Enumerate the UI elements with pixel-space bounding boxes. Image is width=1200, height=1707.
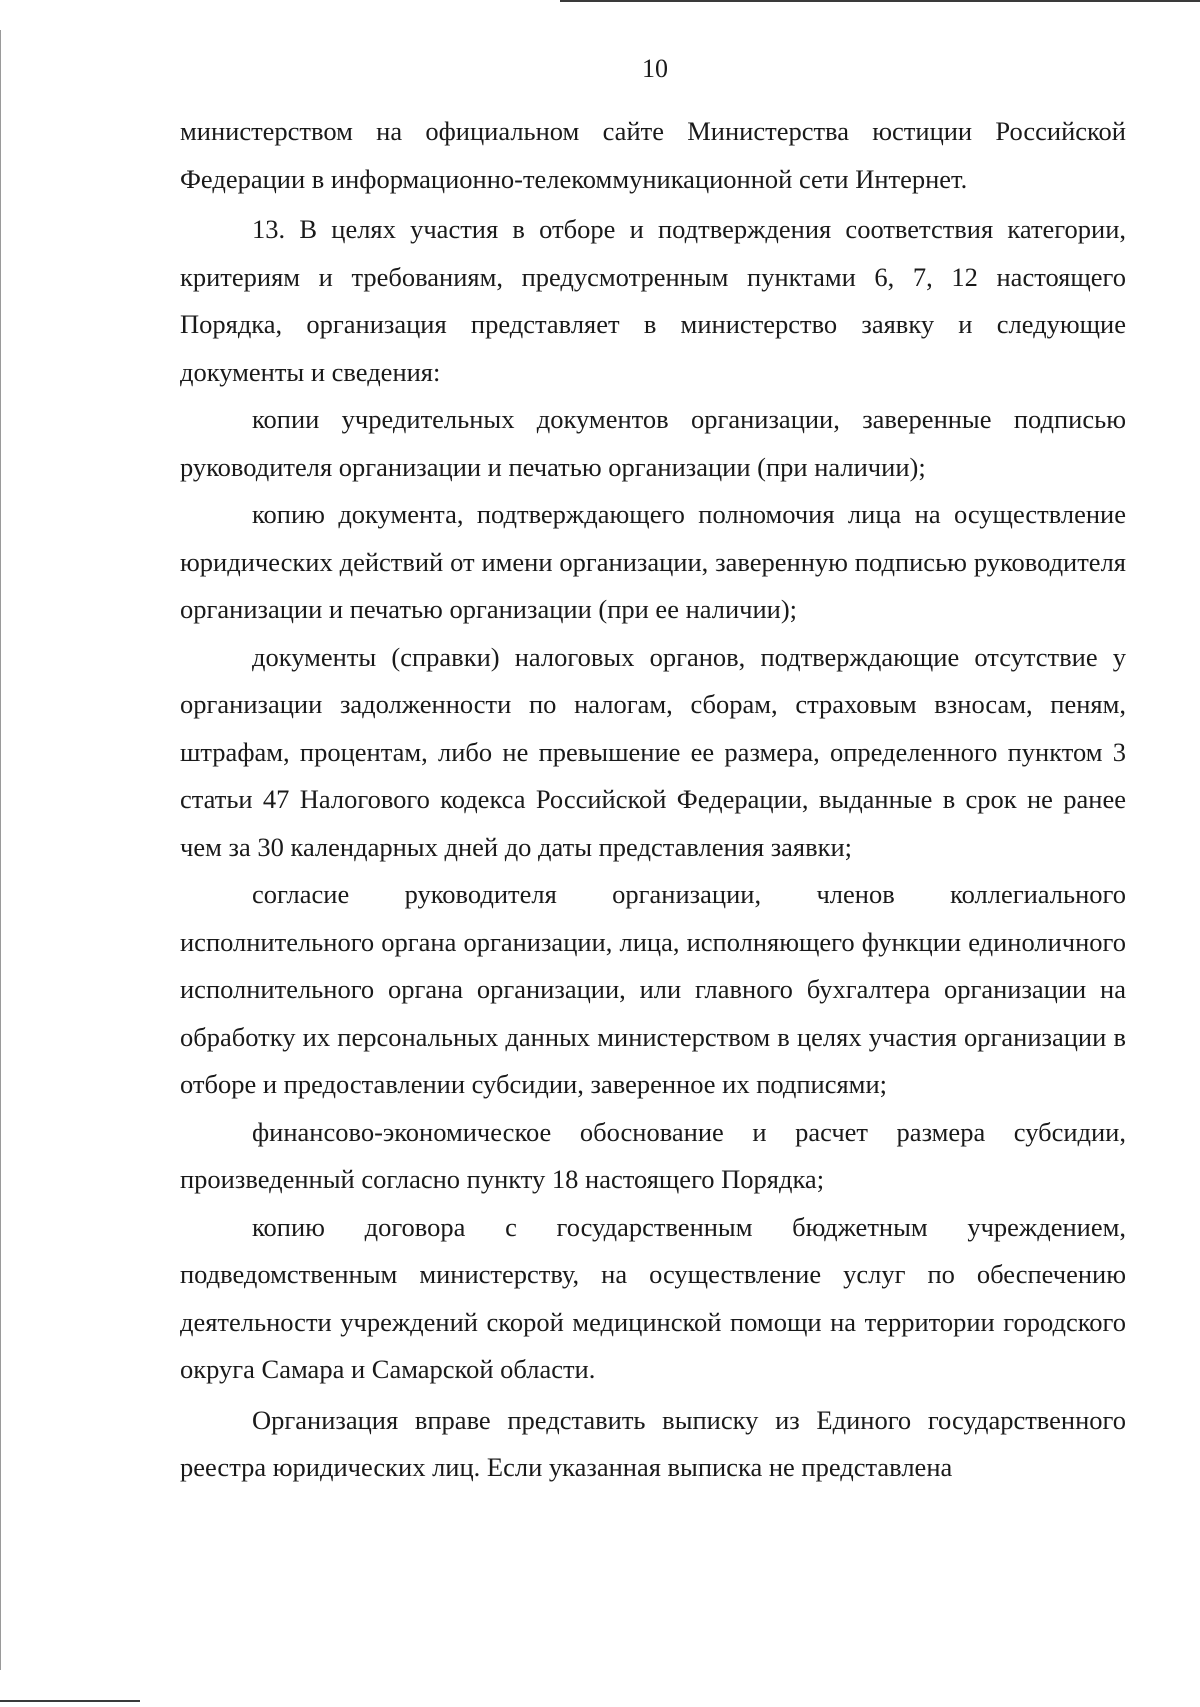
document-body <box>180 108 1126 1492</box>
paragraph-item-13: 13. В целях участия в отборе и подтверждения соответствия категории, критериям и требованиям, предусмотренным пунктами 6, 7, 12 настоящего Порядка, организация представляет в министерство заявку и следующие документы и сведения: <box>180 214 1126 387</box>
page-number: 10 <box>642 54 668 83</box>
scan-edge-top <box>560 0 1200 2</box>
scan-edge-bottom <box>0 1700 140 1702</box>
paragraph-tax-certificates: документы (справки) налоговых органов, подтверждающие отсутствие у организации задолженности по налогам, сборам, страховым взносам, пеням, штрафам, процентам, либо не превышение ее размера, определенного пунктом 3 статьи 47 Налогового кодекса Российской Федерации, выданные в срок не ранее чем за 30 календарных дней до даты представления заявки; <box>180 641 1126 862</box>
paragraph-contract-copy: копию договора с государственным бюджетным учреждением, подведомственным министерству, на осуществление услуг по обеспечению деятельности учреждений скорой медицинской помощи на территории городского округа Самара и Самарской области. <box>180 1211 1126 1384</box>
scan-edge-left <box>0 30 1 1670</box>
paragraph-authority-document: копию документа, подтверждающего полномочия лица на осуществление юридических действий от имени организации, заверенную подписью руководителя организации и печатью организации (при ее наличии); <box>180 499 1126 624</box>
paragraph-financial-justification: финансово-экономическое обоснование и расчет размера субсидии, произведенный согласно пункту 18 настоящего Порядка; <box>180 1116 1126 1194</box>
paragraph-registry-extract: Организация вправе представить выписку из Единого государственного реестра юридических лиц. Если указанная выписка не представлена <box>180 1404 1126 1482</box>
paragraph-founding-documents: копии учредительных документов организации, заверенные подписью руководителя организации и печатью организации (при наличии); <box>180 404 1126 482</box>
paragraph-continuation: министерством на официальном сайте Министерства юстиции Российской Федерации в информационно-телекоммуникационной сети Интернет. <box>180 116 1126 194</box>
paragraph-personal-data-consent: согласие руководителя организации, членов коллегиального исполнительного органа организации, лица, исполняющего функции единоличного исполнительного органа организации, или главного бухгалтера организации на обработку их персональных данных министерством в целях участия организации в отборе и предоставлении субсидии, заверенное их подписями; <box>180 879 1126 1099</box>
